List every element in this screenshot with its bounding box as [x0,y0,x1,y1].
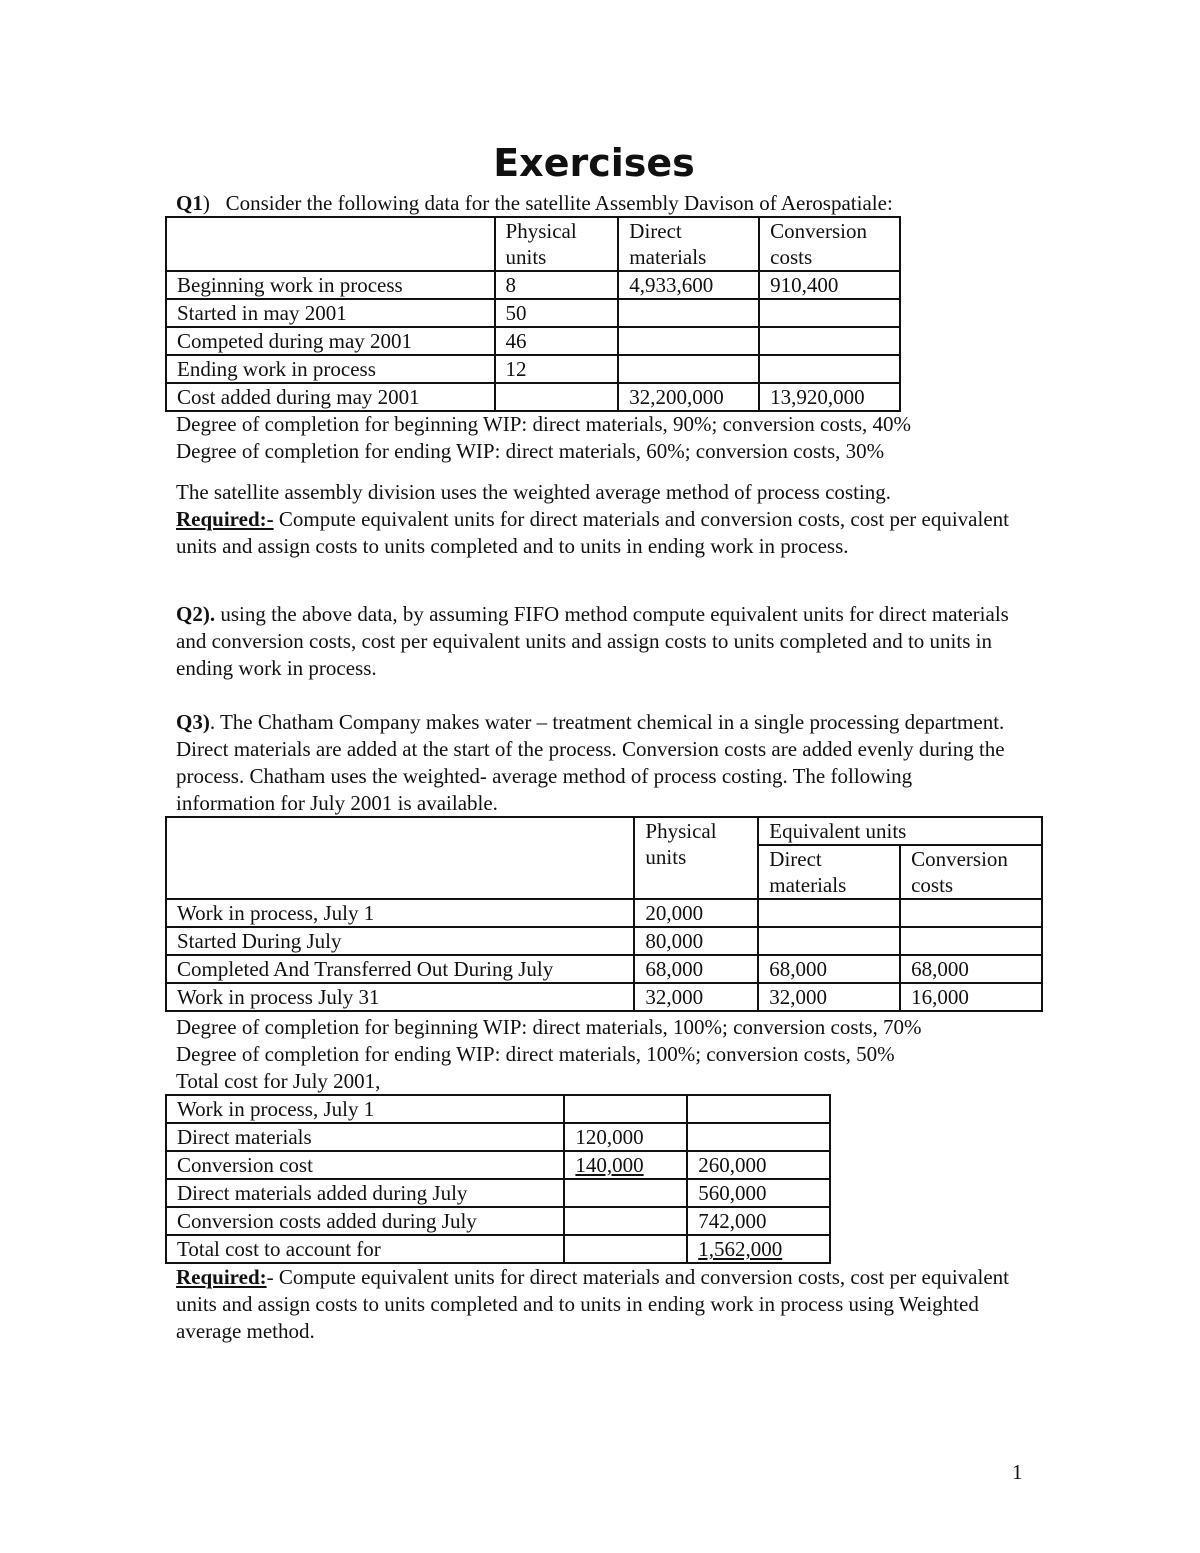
table-cell [759,299,900,327]
table-row [166,327,900,355]
table-cell [564,1235,687,1263]
table-row [166,1207,830,1235]
q3-header-blank [166,817,634,899]
table-cell: Started in may 2001 [166,299,495,327]
q3-total-cost-intro: Total cost for July 2001, [176,1069,381,1093]
q2-paragraph [176,601,1036,682]
table-row [166,983,1042,1011]
table-cell [564,1207,687,1235]
table-cell: 8 [495,271,619,299]
table-cell: Started During July [166,927,634,955]
table-row [166,899,1042,927]
table-row [166,1235,830,1263]
table-cell: Conversion cost [166,1151,564,1179]
q1-header-direct-materials: Direct materials [618,217,759,271]
page-number: 1 [1012,1460,1023,1484]
q1-completion-begin: Degree of completion for beginning WIP: direct materials, 90%; conversion costs, 40% [176,412,911,436]
table-cell: 120,000 [564,1123,687,1151]
table-cell: Work in process, July 1 [166,1095,564,1123]
table-cell: Conversion costs added during July [166,1207,564,1235]
q1-table [165,216,901,412]
table-cell: 140,000 [564,1151,687,1179]
table-cell: Ending work in process [166,355,495,383]
table-cell: 46 [495,327,619,355]
q1-label: Q1 [176,191,203,215]
table-cell [759,355,900,383]
table-cell [564,1095,687,1123]
q1-intro [176,190,893,217]
q1-method: The satellite assembly division uses the weighted average method of process costing. [176,480,891,504]
table-cell [564,1179,687,1207]
table-cell: Total cost to account for [166,1235,564,1263]
table-cell: Direct materials [166,1123,564,1151]
q3-header-equivalent-units: Equivalent units [758,817,1042,845]
table-cell: Work in process, July 1 [166,899,634,927]
table-cell: 20,000 [634,899,758,927]
q1-header-blank [166,217,495,271]
q3-label: Q3) [176,710,210,734]
q1-required-label: Required:- [176,507,274,531]
table-cell: 68,000 [900,955,1042,983]
table-cell: 16,000 [900,983,1042,1011]
table-cell: 68,000 [758,955,900,983]
q2-label: Q2). [176,602,216,626]
q1-intro-text: Consider the following data for the satellite Assembly Davison of Aerospatiale: [225,191,893,215]
table-row [166,927,1042,955]
table-cell [758,927,900,955]
table-row [166,299,900,327]
table-row [166,271,900,299]
table-cell: Direct materials added during July [166,1179,564,1207]
table-cell [495,383,619,411]
q1-table-header-row [166,217,900,271]
q3-units-table [165,816,1043,1012]
table-cell: Work in process July 31 [166,983,634,1011]
q3-completion-begin: Degree of completion for beginning WIP: direct materials, 100%; conversion costs, 70% [176,1015,922,1039]
table-row [166,1179,830,1207]
q3-header-conversion-costs: Conversion costs [900,845,1042,899]
table-row [166,955,1042,983]
table-row [166,1123,830,1151]
table-cell: 32,000 [758,983,900,1011]
table-cell [900,899,1042,927]
table-cell: 80,000 [634,927,758,955]
q1-paren: ) [202,191,210,215]
table-cell: Beginning work in process [166,271,495,299]
table-cell: 910,400 [759,271,900,299]
q3-required-label: Required: [176,1265,267,1289]
q3-completion-end: Degree of completion for ending WIP: direct materials, 100%; conversion costs, 50% [176,1042,895,1066]
table-cell: 742,000 [687,1207,830,1235]
table-cell [618,327,759,355]
table-cell [618,299,759,327]
table-cell [618,355,759,383]
table-cell: 50 [495,299,619,327]
table-cell: Completed And Transferred Out During July [166,955,634,983]
table-cell: 68,000 [634,955,758,983]
table-row [166,1095,830,1123]
table-cell [759,327,900,355]
table-cell [758,899,900,927]
table-cell: 32,200,000 [618,383,759,411]
q1-required [176,506,1036,560]
page-title: Exercises [493,141,695,185]
q1-header-conversion-costs: Conversion costs [759,217,900,271]
table-row [166,1151,830,1179]
q3-text: . The Chatham Company makes water – treatment chemical in a single processing department. Direct materials are added at the start of the process. Conversion costs are added evenly during the process. Chatham uses the weighted- average method of process costing. The following information for July 2001 is available. [176,710,1005,815]
table-row [166,383,900,411]
q3-required [176,1264,1036,1345]
q3-header-physical-units: Physical units [634,817,758,899]
table-cell: Cost added during may 2001 [166,383,495,411]
table-row [166,355,900,383]
q3-paragraph [176,709,1016,817]
q2-text: using the above data, by assuming FIFO method compute equivalent units for direct materials and conversion costs, cost per equivalent units and assign costs to units completed and to units in ending work in process. [176,602,1009,680]
table-cell: 32,000 [634,983,758,1011]
q3-cost-table [165,1094,831,1264]
table-cell: 12 [495,355,619,383]
table-cell [687,1123,830,1151]
table-cell: Competed during may 2001 [166,327,495,355]
table-cell: 560,000 [687,1179,830,1207]
q3-units-header-row [166,817,1042,845]
table-cell [900,927,1042,955]
table-cell: 1,562,000 [687,1235,830,1263]
q1-completion-end: Degree of completion for ending WIP: direct materials, 60%; conversion costs, 30% [176,439,885,463]
table-cell: 4,933,600 [618,271,759,299]
q3-header-direct-materials: Direct materials [758,845,900,899]
q3-required-text: - Compute equivalent units for direct materials and conversion costs, cost per equivalent units and assign costs to units completed and to units in ending work in process using Weighted average method. [176,1265,1009,1343]
q1-header-physical-units: Physical units [495,217,619,271]
table-cell [687,1095,830,1123]
table-cell: 260,000 [687,1151,830,1179]
table-cell: 13,920,000 [759,383,900,411]
q1-required-text: Compute equivalent units for direct materials and conversion costs, cost per equivalent units and assign costs to units completed and to units in ending work in process. [176,507,1009,558]
